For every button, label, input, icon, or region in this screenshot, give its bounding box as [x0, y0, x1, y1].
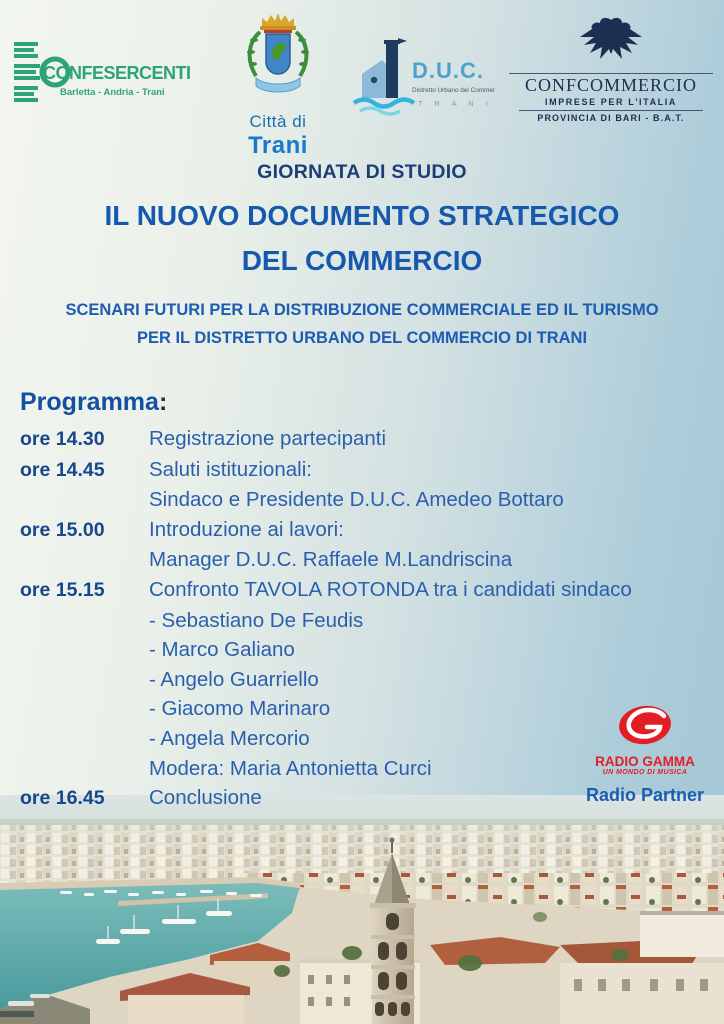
- program-row: [20, 424, 710, 455]
- program-time: ore 14.45: [20, 458, 105, 481]
- confcommercio-eagle-icon: [575, 16, 647, 66]
- duc-mark-icon: [350, 36, 495, 120]
- radio-gamma-tagline: UN MONDO DI MUSICA: [602, 769, 688, 776]
- event-subtitle-line2: PER IL DISTRETTO URBANO DEL COMMERCIO DI TRANI: [136, 329, 588, 347]
- program-row: [20, 635, 710, 665]
- event-title: [0, 193, 724, 283]
- program-heading-colon: :: [158, 388, 168, 416]
- program-text: Manager D.U.C. Raffaele M.Landriscina: [149, 548, 513, 572]
- radio-partner-label: Radio Partner: [585, 785, 705, 805]
- program-text: Registrazione partecipanti: [149, 427, 387, 450]
- program-text: Confronto TAVOLA ROTONDA tra i candidati sindaco: [149, 577, 632, 601]
- confcommercio-divider: [509, 73, 713, 74]
- confcommercio-tagline: IMPRESE PER L'ITALIA: [545, 97, 677, 107]
- program-text: Saluti istituzionali:: [149, 457, 312, 481]
- program-time: ore 14.30: [20, 428, 105, 450]
- confcommercio-logo: [505, 16, 717, 123]
- program-text: - Sebastiano De Feudis: [149, 608, 364, 632]
- radio-gamma-name: RADIO GAMMA: [595, 754, 695, 769]
- svg-text:Barletta - Andria - Trani: Barletta - Andria - Trani: [60, 87, 165, 98]
- program-heading-text: Programma: [20, 388, 159, 416]
- event-title-line1: IL NUOVO DOCUMENTO STRATEGICO: [104, 200, 620, 231]
- program-row: [20, 665, 710, 695]
- confcommercio-divider2: [519, 110, 703, 111]
- program-row: [20, 575, 710, 606]
- svg-text:D.U.C.: D.U.C.: [412, 58, 484, 83]
- svg-text:T R A N I: T R A N I: [418, 99, 493, 108]
- program-row: [20, 485, 710, 515]
- program-text: - Angela Mercorio: [149, 726, 310, 750]
- program-time: ore 15.00: [20, 518, 105, 541]
- program-text: Conclusione: [149, 786, 262, 810]
- program-text: Modera: Maria Antonietta Curci: [149, 756, 432, 780]
- program-time: ore 16.45: [20, 787, 105, 810]
- program-row: [20, 455, 710, 486]
- trani-logo-line2: Trani: [248, 132, 308, 159]
- trani-panorama-photo: [0, 795, 724, 1024]
- radio-gamma-icon: [615, 702, 675, 748]
- program-row: [20, 545, 710, 575]
- svg-text:Distretto Urbano del Commercio: Distretto Urbano del Commercio: [412, 87, 495, 94]
- program-text: - Angelo Guarriello: [149, 667, 319, 691]
- citta-di-trani-logo: [222, 12, 334, 160]
- program-text: - Giacomo Marinaro: [149, 697, 331, 721]
- radio-partner-block: [573, 702, 717, 806]
- duc-logo: [350, 36, 495, 125]
- program-row: [20, 515, 710, 546]
- program-text: - Marco Galiano: [149, 638, 295, 662]
- trani-crest-icon: [241, 12, 315, 106]
- event-subtitle-line1: SCENARI FUTURI PER LA DISTRIBUZIONE COMMERCIALE ED IL TURISMO: [65, 301, 659, 319]
- confesercenti-logo: [12, 36, 190, 113]
- event-subtitle: [0, 296, 724, 352]
- event-kicker: GIORNATA DI STUDIO: [257, 161, 467, 183]
- svg-text:CONFESERCENTI: CONFESERCENTI: [43, 63, 190, 83]
- event-title-line2: DEL COMMERCIO: [241, 245, 483, 276]
- program-row: [20, 606, 710, 636]
- confcommercio-name: CONFCOMMERCIO: [524, 75, 698, 95]
- confesercenti-mark-icon: [12, 36, 190, 108]
- trani-logo-line1: Città di: [249, 112, 307, 131]
- program-heading: [20, 388, 710, 424]
- program-time: ore 15.15: [20, 578, 105, 601]
- program-text: Sindaco e Presidente D.U.C. Amedeo Bottaro: [149, 488, 564, 512]
- program-text: Introduzione ai lavori:: [149, 517, 344, 541]
- confcommercio-province: PROVINCIA DI BARI - B.A.T.: [537, 113, 685, 123]
